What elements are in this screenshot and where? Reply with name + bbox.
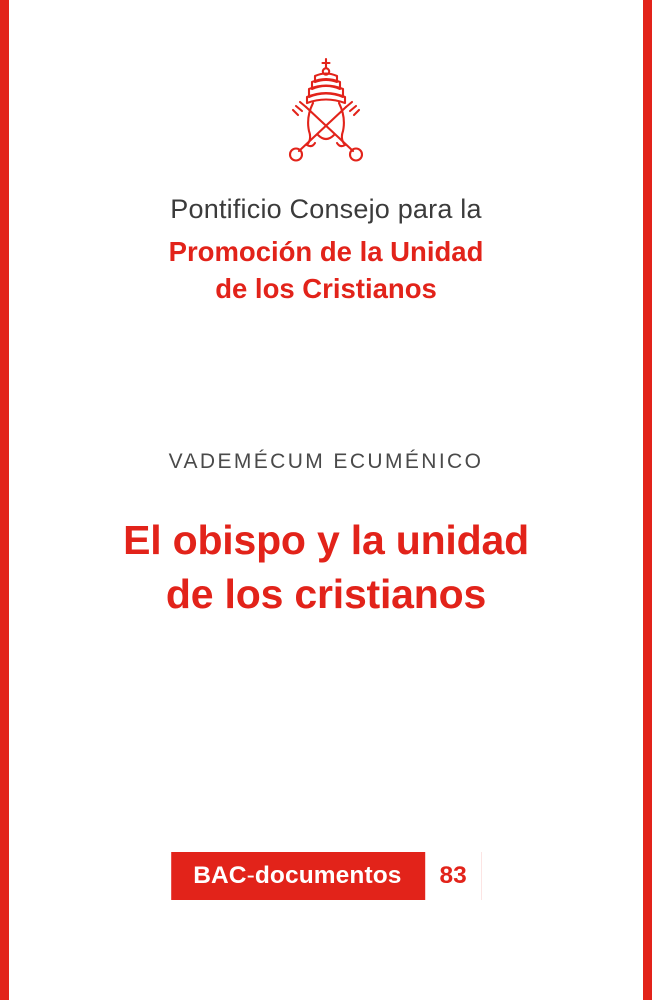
papal-coat-of-arms-icon — [266, 55, 386, 170]
title-block — [9, 448, 643, 622]
council-line-2: Promoción de la Unidad — [168, 235, 484, 267]
right-border-bar — [643, 0, 652, 1000]
council-line-3: de los Cristianos — [215, 272, 437, 304]
left-border-bar — [0, 0, 9, 1000]
series-badge — [171, 852, 481, 900]
series-suffix: documentos — [254, 862, 402, 889]
publisher-block — [9, 192, 643, 307]
series-number-box — [426, 852, 481, 900]
series-label — [171, 862, 421, 890]
subtitle-kicker: VADEMÉCUM ECUMÉNICO — [168, 450, 484, 473]
series-separator: - — [246, 862, 255, 889]
series-prefix: BAC — [193, 862, 247, 889]
cover-content — [9, 0, 643, 1000]
page-title — [9, 513, 643, 621]
title-line-1: El obispo y la unidad — [123, 517, 529, 564]
title-line-2: de los cristianos — [165, 571, 487, 618]
series-number: 83 — [439, 862, 467, 889]
council-line-1: Pontificio Consejo para la — [170, 194, 482, 224]
